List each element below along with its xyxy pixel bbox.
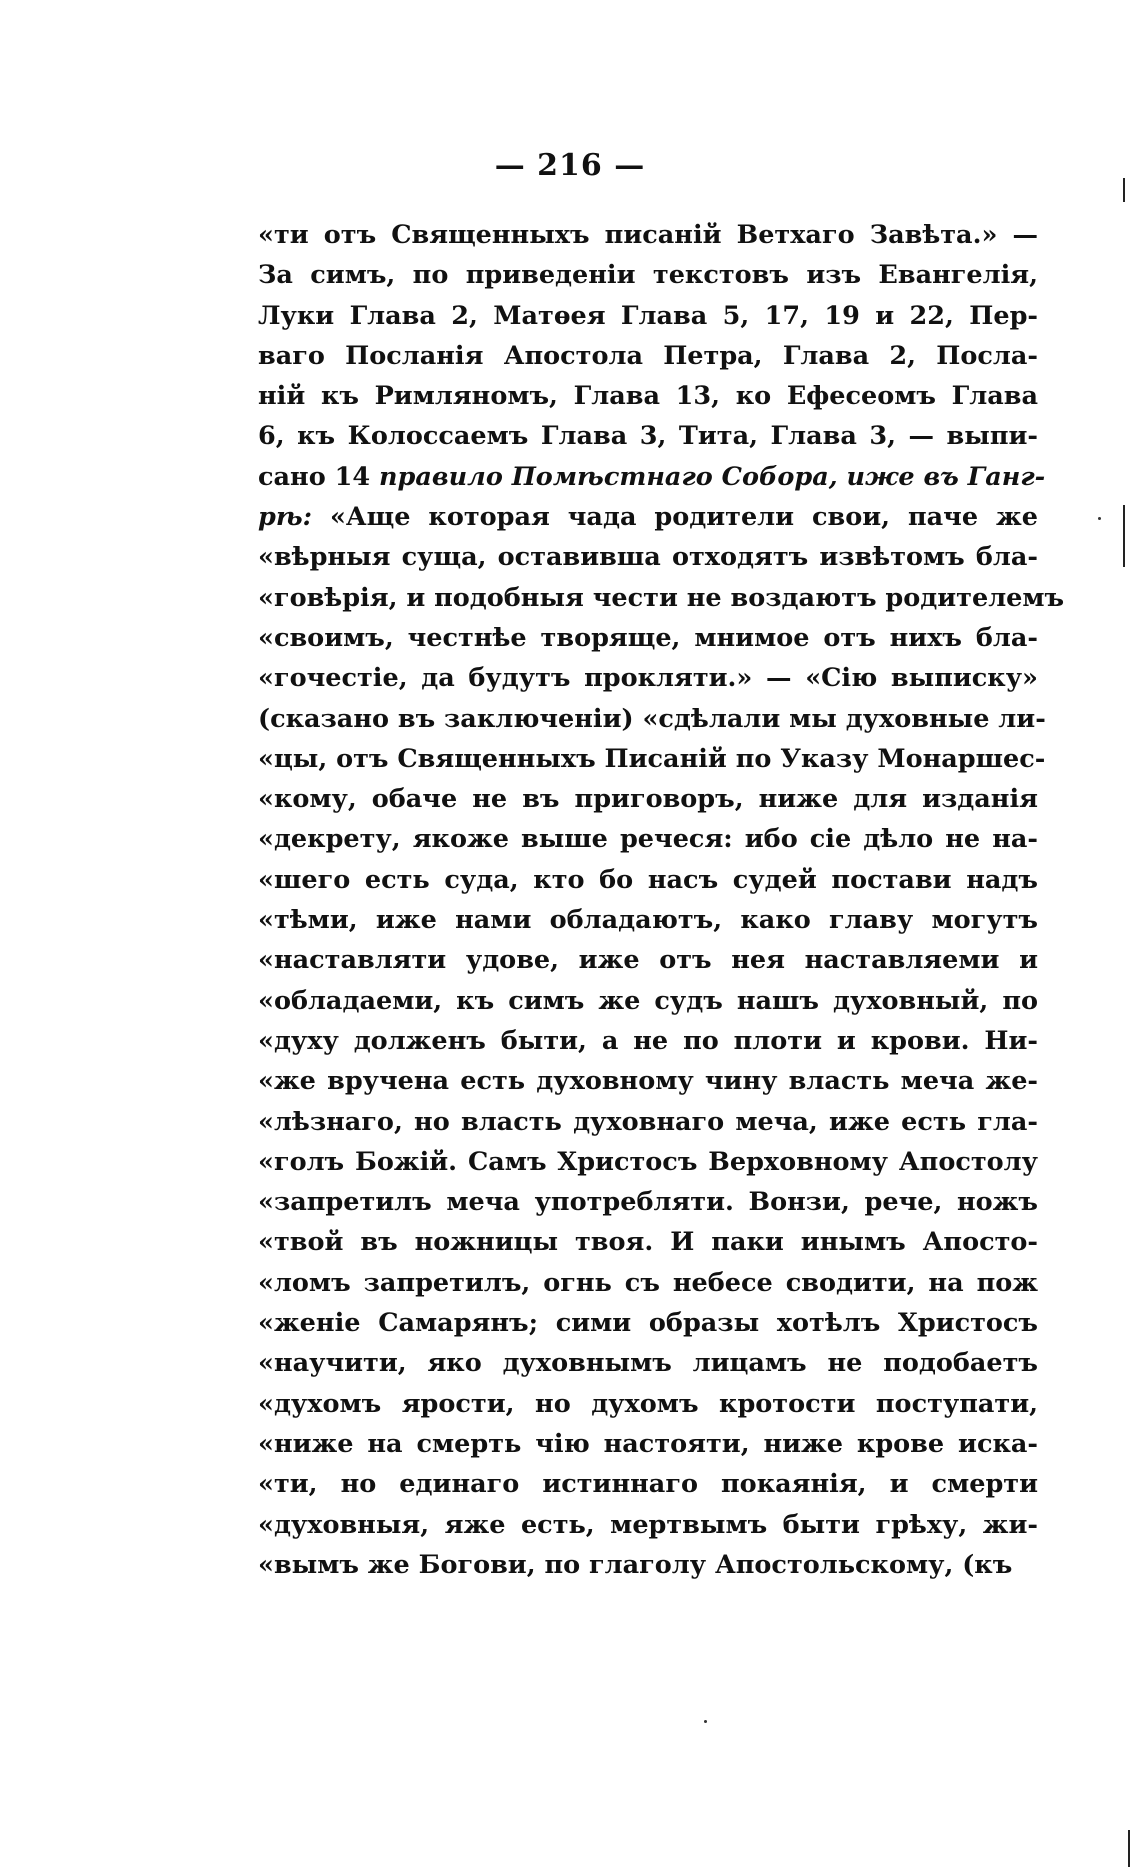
scan-margin-mark <box>1123 178 1125 202</box>
text-line: «своимъ, честнѣе творяще, мнимое отъ нихъ бла- <box>258 622 1038 653</box>
text-line: «кому, обаче не въ приговоръ, ниже для изданія <box>258 784 1038 815</box>
text-segment: «Аще которая чада родители свои, паче же <box>329 502 1038 533</box>
body-text <box>258 215 1065 1585</box>
text-line: «цы, отъ Священныхъ Писаній по Указу Монаршес- <box>258 743 1046 774</box>
text-line: За симъ, по приведеніи текстовъ изъ Евангелія, <box>258 260 1038 291</box>
text-line: «шего есть суда, кто бо насъ судей постави надъ <box>258 864 1038 895</box>
text-line-mixed <box>258 457 1046 497</box>
text-line: ній къ Римляномъ, Глава 13, ко Ефесеомъ Глава <box>258 381 1038 412</box>
text-line: «вымъ же Богови, по глаголу Апостольскому, (къ <box>258 1549 1013 1580</box>
scan-speck <box>704 1720 707 1723</box>
text-line: «наставляти удове, иже отъ нея наставляеми и <box>258 945 1038 976</box>
text-line-mixed <box>258 497 1038 537</box>
scan-speck <box>1098 517 1101 520</box>
italic-citation: правило Помѣстнаго Собора, иже въ Ганг- <box>378 461 1046 492</box>
text-line: «духу долженъ быти, а не по плоти и крови. Ни- <box>258 1025 1038 1056</box>
scan-margin-mark <box>1123 505 1125 567</box>
text-line: ваго Посланія Апостола Петра, Глава 2, Посла- <box>258 340 1038 371</box>
text-line: «ти, но единаго истиннаго покаянія, и смерти <box>258 1469 1038 1500</box>
text-line: «духомъ ярости, но духомъ кротости поступати, <box>258 1388 1038 1419</box>
text-line: «же вручена есть духовному чину власть меча же- <box>258 1066 1038 1097</box>
text-line: «гочестіе, да будутъ прокляти.» — «Сію выписку» <box>258 663 1038 694</box>
text-line: «вѣрныя суща, оставивша отходятъ извѣтомъ бла- <box>258 542 1038 573</box>
text-line: «голъ Божій. Самъ Христосъ Верховному Апостолу <box>258 1146 1038 1177</box>
scan-margin-mark <box>1128 1830 1130 1867</box>
text-line: «запретилъ меча употребляти. Вонзи, рече, ножъ <box>258 1187 1038 1218</box>
text-line: «твой въ ножницы твоя. И паки инымъ Апосто- <box>258 1227 1038 1258</box>
text-line: «обладаеми, къ симъ же судъ нашъ духовный, по <box>258 985 1038 1016</box>
text-line: 6, къ Колоссаемъ Глава 3, Тита, Глава 3, — выпи- <box>258 421 1038 452</box>
text-line: «духовныя, яже есть, мертвымъ быти грѣху, жи- <box>258 1509 1038 1540</box>
text-line: «ломъ запретилъ, огнь съ небесе сводити, на пож <box>258 1267 1038 1298</box>
page-number: — 216 — <box>494 148 646 183</box>
text-line: (сказано въ заключеніи) «сдѣлали мы духовные ли- <box>258 703 1046 734</box>
text-line: «декрету, якоже выше речеся: ибо сіе дѣло не на- <box>258 824 1038 855</box>
text-line: «тѣми, иже нами обладаютъ, како главу могутъ <box>258 905 1038 936</box>
text-line: «ниже на смерть чію настояти, ниже крове иска- <box>258 1428 1038 1459</box>
italic-citation-end: рѣ: <box>258 502 313 533</box>
text-line: «научити, яко духовнымъ лицамъ не подобаетъ <box>258 1348 1038 1379</box>
text-line: «говѣрія, и подобныя чести не воздаютъ родителемъ <box>258 582 1065 613</box>
text-line: «женіе Самарянъ; сими образы хотѣлъ Христосъ <box>258 1308 1038 1339</box>
text-segment: сано 14 <box>258 461 371 492</box>
text-line: «ти отъ Священныхъ писаній Ветхаго Завѣта.» — <box>258 220 1038 250</box>
text-line: Луки Глава 2, Матѳея Глава 5, 17, 19 и 22, Пер- <box>258 300 1038 331</box>
text-line: «лѣзнаго, но власть духовнаго меча, иже есть гла- <box>258 1106 1038 1137</box>
